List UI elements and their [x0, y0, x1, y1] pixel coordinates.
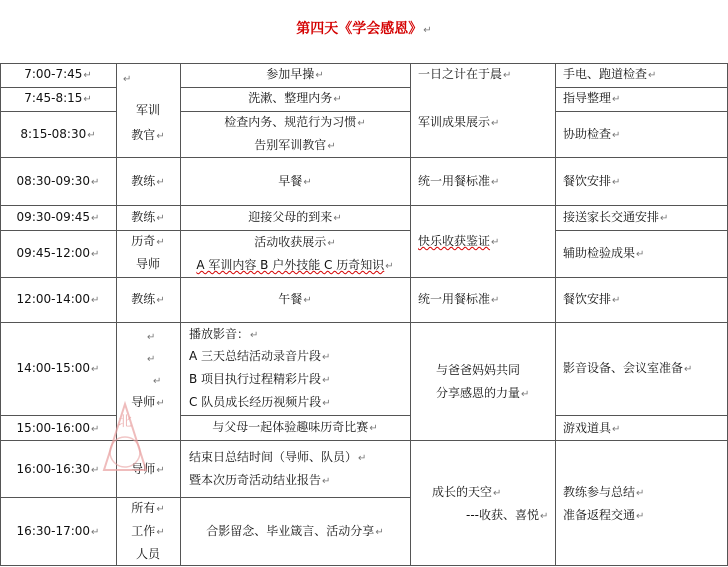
return-mark: ↵	[123, 74, 132, 85]
return-mark: ↵	[147, 354, 156, 365]
notes-cell: 手电、跑道检查↵	[563, 67, 657, 81]
activity-cell: 迎接父母的到来↵	[248, 210, 342, 224]
goal-cell: 与爸爸妈妈共同	[436, 363, 521, 377]
notes-cell: 辅助检验成果↵	[563, 246, 645, 260]
notes-cell: 接送家长交通安排↵	[563, 210, 669, 224]
goal-cell: 统一用餐标准↵	[418, 174, 500, 188]
staff-cell: 所有↵	[131, 501, 165, 515]
activity-cell: 午餐↵	[278, 292, 312, 306]
notes-cell: 餐饮安排↵	[563, 174, 621, 188]
staff-cell: 教官↵	[131, 128, 165, 142]
time-cell: 14:00-15:00↵	[16, 361, 100, 375]
activity-cell: B 项目执行过程精彩片段↵	[189, 372, 331, 386]
staff-cell: 军训	[135, 103, 160, 117]
activity-cell: A 三天总结活动录音片段↵	[189, 349, 331, 363]
activity-cell: 早餐↵	[278, 174, 312, 188]
notes-cell: 餐饮安排↵	[563, 292, 621, 306]
activity-cell: 合影留念、毕业箴言、活动分享↵	[206, 524, 384, 538]
goal-cell: 统一用餐标准↵	[418, 292, 500, 306]
notes-cell: 协助检查↵	[563, 127, 621, 141]
activity-cell: 洗漱、整理内务↵	[248, 91, 342, 105]
staff-cell: 教练↵	[131, 292, 165, 306]
activity-cell: 检查内务、规范行为习惯↵	[224, 115, 366, 129]
staff-cell: 教练↵	[131, 174, 165, 188]
notes-cell: 准备返程交通↵	[563, 508, 645, 522]
page-title: 第四天《学会感恩》↵	[296, 21, 432, 37]
time-cell: 09:30-09:45↵	[16, 210, 100, 224]
notes-cell: 指导整理↵	[563, 91, 621, 105]
time-cell: 08:30-09:30↵	[16, 174, 100, 188]
goal-cell: ---收获、喜悦↵	[466, 508, 549, 522]
time-cell: 7:45-8:15↵	[24, 91, 92, 105]
svg-text:北: 北	[118, 414, 132, 430]
staff-cell: 人员	[135, 547, 160, 561]
time-cell: 16:00-16:30↵	[16, 462, 100, 476]
activity-cell: A 军训内容 B 户外技能 C 历奇知识↵	[196, 258, 394, 272]
staff-cell: 历奇↵	[131, 234, 165, 248]
goal-cell: 快乐收获鉴证↵	[418, 234, 500, 248]
notes-cell: 游戏道具↵	[563, 421, 621, 435]
staff-cell: 导师	[135, 257, 160, 271]
time-cell: 09:45-12:00↵	[16, 246, 100, 260]
staff-cell: 导师↵	[131, 462, 165, 476]
goal-cell: 分享感恩的力量↵	[436, 386, 530, 400]
time-cell: 7:00-7:45↵	[24, 67, 92, 81]
return-mark: ↵	[153, 376, 162, 387]
staff-cell: 教练↵	[131, 210, 165, 224]
time-cell: 12:00-14:00↵	[16, 292, 100, 306]
activity-cell: 结束日总结时间（导师、队员）↵	[189, 450, 367, 464]
time-cell: 8:15-08:30↵	[20, 127, 96, 141]
activity-cell: C 队员成长经历视频片段↵	[189, 395, 331, 409]
notes-cell: 影音设备、会议室准备↵	[563, 361, 693, 375]
activity-cell: 告别军训教官↵	[254, 138, 336, 152]
goal-cell: 一日之计在于晨↵	[418, 67, 512, 81]
activity-cell: 暨本次历奇活动结业报告↵	[189, 473, 331, 487]
goal-cell: 成长的天空↵	[432, 485, 502, 499]
staff-cell: 工作↵	[131, 524, 165, 538]
activity-cell: 与父母一起体验趣味历奇比赛↵	[212, 420, 378, 434]
goal-cell: 军训成果展示↵	[418, 115, 500, 129]
time-cell: 15:00-16:00↵	[16, 421, 100, 435]
staff-cell: 导师↵	[131, 395, 165, 409]
activity-cell: 播放影音：↵	[189, 327, 259, 341]
notes-cell: 教练参与总结↵	[563, 485, 645, 499]
stamp-watermark	[100, 400, 150, 490]
activity-cell: 活动收获展示↵	[254, 235, 336, 249]
return-mark: ↵	[147, 332, 156, 343]
time-cell: 16:30-17:00↵	[16, 524, 100, 538]
activity-cell: 参加早操↵	[266, 67, 324, 81]
